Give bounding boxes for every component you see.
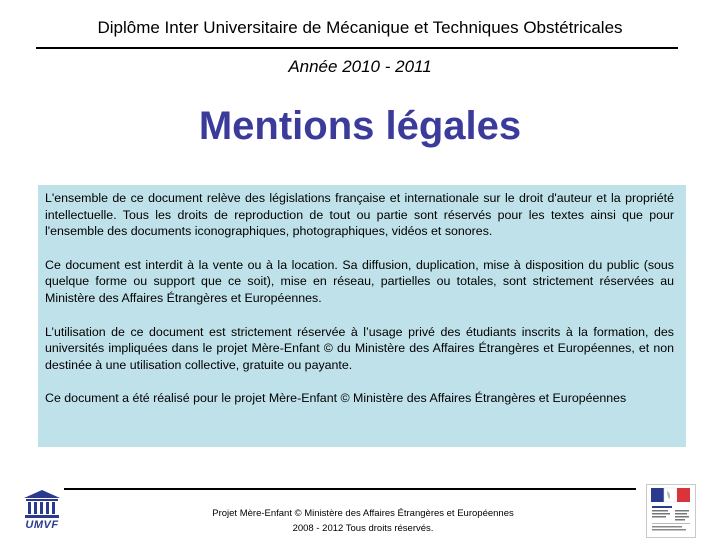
legal-paragraph-copyright: L'ensemble de ce document relève des législations française et internationale sur le droit d'auteur et la propriété intellectuelle. Tous les droits de reproduction de tout ou partie sont réservés pour les textes ainsi que pour l'ensemble des documents iconographiques, photographiques, vidéos et sonores. <box>45 191 674 239</box>
umvf-logo-label: UMVF <box>25 519 59 531</box>
legal-paragraph-usage: L’utilisation de ce document est strictement réservée à l’usage privé des étudiants inscrits à la formation, des universités impliquées dans le projet Mère-Enfant © du Ministère des Affaires Étrangères et Européennes, et non destinée à une utilisation collective, gratuite ou payante. <box>45 324 674 372</box>
legal-notice-box <box>38 185 686 447</box>
legal-paragraph-credit: Ce document a été réalisé pour le projet Mère-Enfant © Ministère des Affaires Étrangères et Européennes <box>45 391 627 406</box>
header-divider <box>36 47 678 49</box>
academic-year: Année 2010 - 2011 <box>288 57 432 76</box>
document-header-title: Diplôme Inter Universitaire de Mécanique et Techniques Obstétricales <box>97 18 623 37</box>
footer-copyright <box>150 506 576 536</box>
footer-line-rights: 2008 - 2012 Tous droits réservés. <box>292 523 434 534</box>
legal-paragraph-distribution: Ce document est interdit à la vente ou à la location. Sa diffusion, duplication, mise à disposition du public (sous quelque forme ou support que ce soit), mise en réseau, partielles ou totales, sont strictement réservées au Ministère des Affaires Étrangères et Européennes. <box>45 257 674 305</box>
footer-divider <box>64 488 636 490</box>
ministere-logo-icon <box>646 484 696 538</box>
footer-line-project: Projet Mère-Enfant © Ministère des Affaires Étrangères et Européennes <box>212 508 514 519</box>
page-title: Mentions légales <box>198 104 522 148</box>
